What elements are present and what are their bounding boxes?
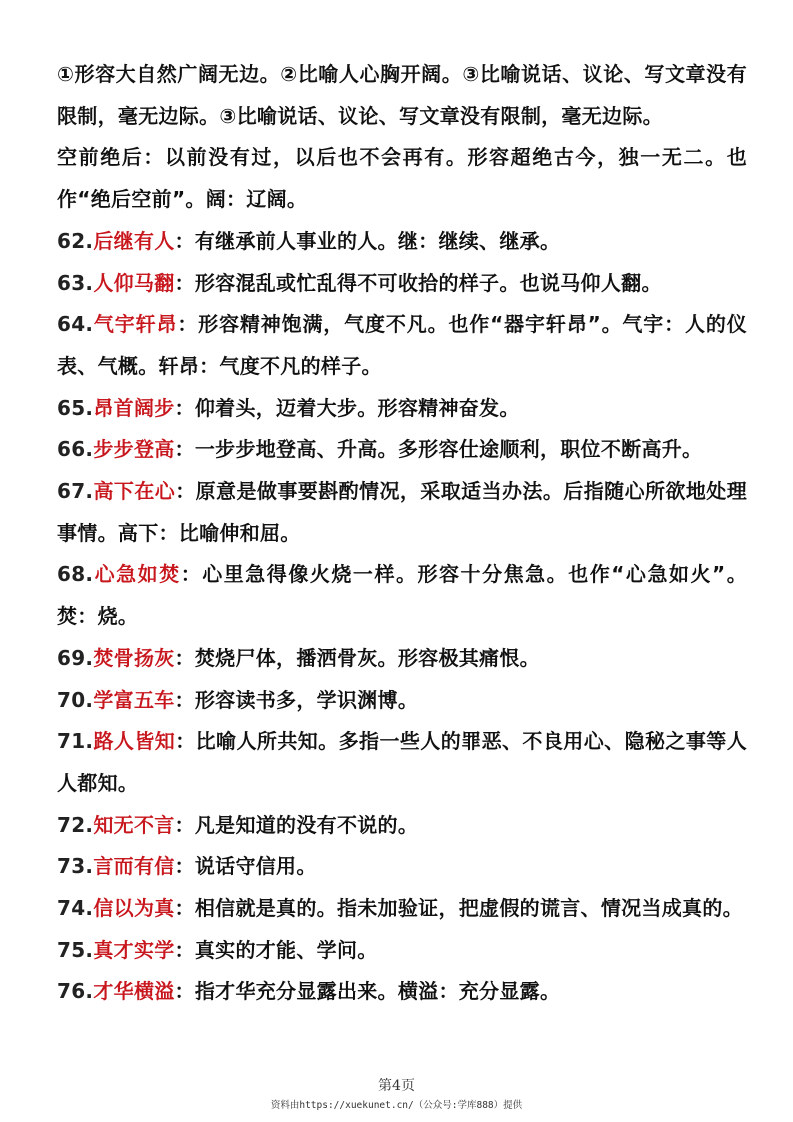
idiom-definition: ：焚烧尸体，播洒骨灰。形容极其痛恨。 <box>174 645 540 670</box>
idiom-entry-72 <box>57 805 747 847</box>
entry-number: 69. <box>57 645 94 670</box>
idiom-definition: ：真实的才能、学问。 <box>174 937 378 962</box>
idiom-entry-63 <box>57 263 747 305</box>
idiom-entry-74 <box>57 888 747 930</box>
idiom-definition: ：指才华充分显露出来。横溢：充分显露。 <box>174 979 561 1004</box>
intro-paragraph-2: 空前绝后：以前没有过，以后也不会再有。形容超绝古今，独一无二。也作“绝后空前”。阔：辽阔。 <box>57 145 747 212</box>
entry-number: 68. <box>57 562 94 587</box>
entry-number: 75. <box>57 937 94 962</box>
idiom-definition: ：凡是知道的没有不说的。 <box>174 812 419 837</box>
intro-paragraph-1: ①形容大自然广阔无边。②比喻人心胸开阔。③比喻说话、议论、写文章没有限制，毫无边际。③比喻说话、议论、写文章没有限制，毫无边际。 <box>57 62 747 128</box>
idiom-term: 学富五车 <box>93 687 175 712</box>
entry-number: 73. <box>57 854 94 879</box>
page-number: 第4页 <box>378 1078 415 1094</box>
idiom-entry-76 <box>57 971 747 1013</box>
document-body <box>57 54 747 1013</box>
idiom-definition: ：形容精神饱满，气度不凡。也作“器宇轩昂”。气宇：人的仪表、气概。轩昂：气度不凡的样子。 <box>57 312 747 378</box>
idiom-term: 真才实学 <box>93 937 175 962</box>
entry-number: 74. <box>57 896 94 921</box>
idiom-definition: ：有继承前人事业的人。继：继续、继承。 <box>174 228 561 253</box>
idiom-definition: ：一步步地登高、升高。多形容仕途顺利，职位不断高升。 <box>174 437 703 462</box>
idiom-term: 心急如焚 <box>93 562 181 587</box>
idiom-entry-67 <box>57 471 747 554</box>
idiom-entry-66 <box>57 429 747 471</box>
idiom-entry-68 <box>57 554 747 637</box>
source-credit: 资料由https://xuekunet.cn/（公众号:学库888）提供 <box>270 1100 523 1111</box>
idiom-entry-64 <box>57 304 747 387</box>
entry-number: 66. <box>57 437 94 462</box>
entry-number: 70. <box>57 687 94 712</box>
entry-number: 64. <box>57 312 94 337</box>
entry-number: 72. <box>57 812 94 837</box>
idiom-definition: ：心里急得像火烧一样。形容十分焦急。也作“心急如火”。焚：烧。 <box>57 562 747 629</box>
idiom-entry-65 <box>57 388 747 430</box>
idiom-definition: ：形容读书多，学识渊博。 <box>174 687 419 712</box>
idiom-term: 路人皆知 <box>93 729 176 754</box>
idiom-term: 气宇轩昂 <box>93 312 178 337</box>
idiom-entry-70 <box>57 680 747 722</box>
idiom-term: 后继有人 <box>93 228 175 253</box>
entry-number: 67. <box>57 479 94 504</box>
entry-number: 63. <box>57 270 94 295</box>
idiom-term: 才华横溢 <box>93 979 175 1004</box>
idiom-definition: ：比喻人所共知。多指一些人的罪恶、不良用心、隐秘之事等人人都知。 <box>57 729 748 795</box>
idiom-entry-62 <box>57 221 747 263</box>
idiom-term: 步步登高 <box>93 437 175 462</box>
idiom-term: 知无不言 <box>93 812 175 837</box>
idiom-entry-69 <box>57 638 747 680</box>
idiom-term: 高下在心 <box>93 479 176 504</box>
idiom-term: 人仰马翻 <box>93 270 175 295</box>
idiom-definition: ：相信就是真的。指未加验证，把虚假的谎言、情况当成真的。 <box>174 896 743 921</box>
idiom-term: 言而有信 <box>93 854 175 879</box>
idiom-entry-75 <box>57 930 747 972</box>
idiom-definition: ：原意是做事要斟酌情况，采取适当办法。后指随心所欲地处理事情。高下：比喻伸和屈。 <box>57 479 748 545</box>
idiom-definition: ：说话守信用。 <box>174 854 317 879</box>
idiom-term: 昂首阔步 <box>93 395 175 420</box>
idiom-entry-71 <box>57 721 747 804</box>
entry-number: 71. <box>57 729 94 754</box>
idiom-definition: ：形容混乱或忙乱得不可收拾的样子。也说马仰人翻。 <box>174 270 662 295</box>
entry-number: 76. <box>57 979 94 1004</box>
idiom-entry-73 <box>57 846 747 888</box>
idiom-term: 信以为真 <box>93 896 175 921</box>
idiom-definition: ：仰着头，迈着大步。形容精神奋发。 <box>174 395 520 420</box>
entry-number: 62. <box>57 228 94 253</box>
idiom-term: 焚骨扬灰 <box>93 645 175 670</box>
entry-number: 65. <box>57 395 94 420</box>
